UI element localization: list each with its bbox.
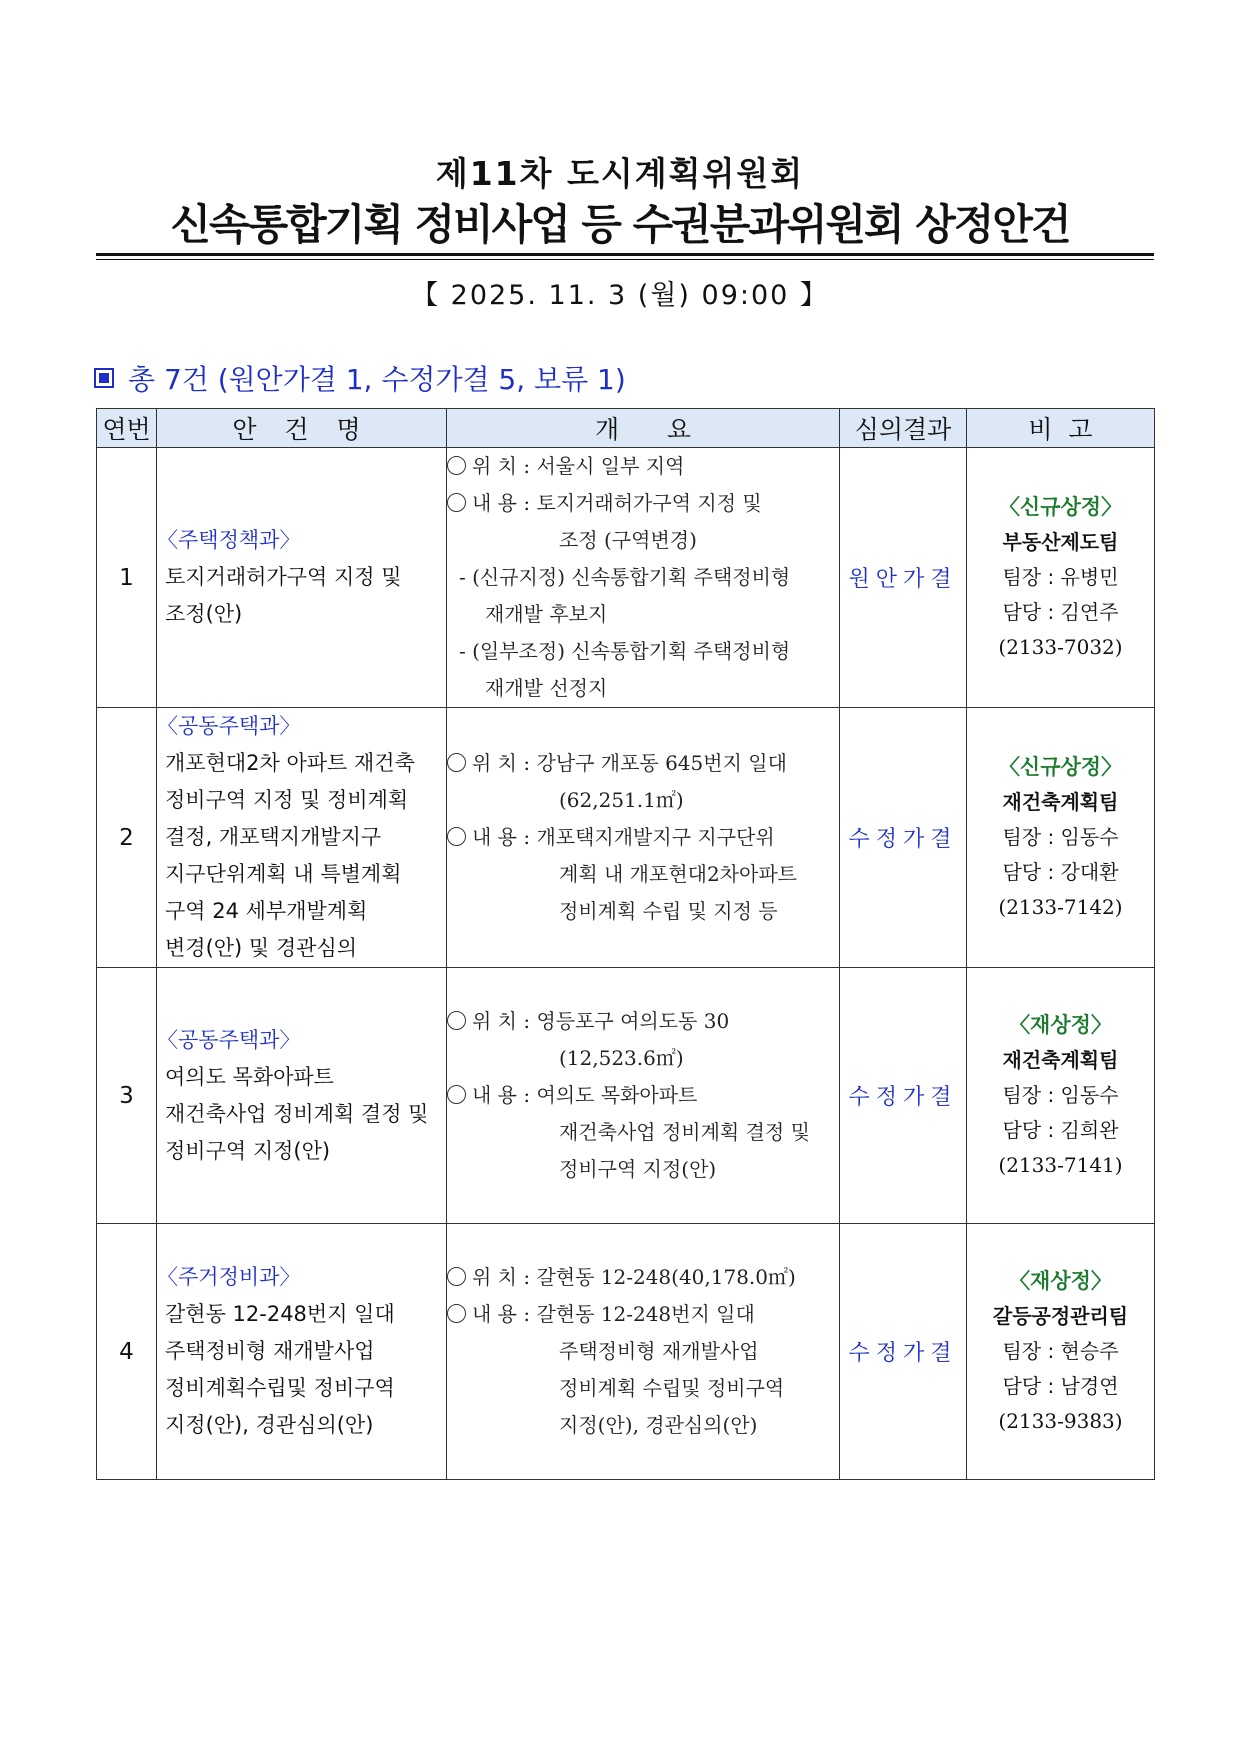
overview-line: (12,523.6㎡) [559,1046,684,1070]
overview-line: 정비계획 수립및 정비구역 [559,1376,785,1400]
staff-contact: 담당 : 김희완 [1002,1118,1119,1142]
overview-text: 위 치 : 서울시 일부 지역 [472,454,685,478]
department-label: 〈공동주택과〉 [157,714,301,738]
row-number: 1 [97,448,157,708]
agenda-title-line: 재건축사업 정비계획 결정 및 [165,1101,429,1126]
overview-text: 내 용 : 갈현동 12-248번지 일대 [472,1302,755,1326]
table-row [97,968,1155,1224]
note-cell [967,968,1155,1224]
overview-text: 위 치 : 영등포구 여의도동 30 [472,1009,730,1033]
overview-text: 위 치 : 갈현동 12-248(40,178.0㎡) [472,1265,796,1289]
overview-line [447,1003,839,1040]
agenda-table [96,408,1155,1480]
overview-line: 재개발 후보지 [485,602,608,626]
overview-line: 정비구역 지정(안) [559,1157,717,1181]
overview-line [447,745,839,782]
status-tag: 〈재상정〉 [1009,1269,1112,1293]
summary-text: 총 7건 (원안가결 1, 수정가결 5, 보류 1) [128,363,626,396]
overview-line: 조정 (구역변경) [559,528,697,552]
agenda-title-line: 정비계획수립및 정비구역 [165,1376,395,1400]
filled-square-icon [94,368,114,388]
result-cell: 원안가결 [840,448,967,708]
overview-line [447,448,839,485]
overview-line [447,1259,839,1296]
circle-bullet-icon [447,1011,466,1030]
overview-cell [447,708,840,968]
status-tag: 〈재상정〉 [1009,1013,1112,1037]
circle-bullet-icon [447,456,466,475]
agenda-title-line: 갈현동 12-248번지 일대 [165,1302,395,1326]
overview-line: 정비계획 수립 및 지정 등 [559,899,778,923]
meeting-date: 【 2025. 11. 3 (월) 09:00 】 [411,280,829,311]
header-note: 비 고 [967,409,1155,448]
agenda-title-line: 개포현대2차 아파트 재건축 [165,751,415,775]
note-cell [967,708,1155,968]
header-no: 연번 [97,409,157,448]
agenda-title-line: 구역 24 세부개발계획 [165,899,368,923]
agenda-title-line: 여의도 목화아파트 [165,1064,334,1089]
phone-number: (2133-7141) [998,1153,1123,1177]
row-number: 3 [97,968,157,1224]
row-number: 4 [97,1224,157,1480]
overview-text: 내 용 : 여의도 목화아파트 [472,1083,698,1107]
agenda-title-line: 정비구역 지정(안) [165,1138,331,1163]
status-tag: 〈신규상정〉 [998,495,1123,519]
status-tag: 〈신규상정〉 [998,755,1123,779]
row-number: 2 [97,708,157,968]
overview-line: 주택정비형 재개발사업 [559,1339,759,1363]
team-name: 부동산제도팀 [1002,530,1119,554]
circle-bullet-icon [447,1085,466,1104]
agenda-title-line: 주택정비형 재개발사업 [165,1339,375,1363]
circle-bullet-icon [447,1304,466,1323]
table-row [97,708,1155,968]
overview-cell [447,1224,840,1480]
overview-line: 지정(안), 경관심의(안) [559,1413,758,1437]
circle-bullet-icon [447,1267,466,1286]
team-leader: 팀장 : 임동수 [1002,1083,1119,1107]
overview-cell [447,448,840,708]
note-cell [967,1224,1155,1480]
staff-contact: 담당 : 강대환 [1002,860,1119,884]
overview-text: 내 용 : 토지거래허가구역 지정 및 [472,491,762,515]
result-cell: 수정가결 [840,708,967,968]
overview-line [447,485,839,522]
agenda-title-cell [157,968,447,1224]
phone-number: (2133-9383) [998,1409,1123,1433]
result-cell: 수정가결 [840,1224,967,1480]
header-result: 심의결과 [840,409,967,448]
result-cell: 수정가결 [840,968,967,1224]
team-leader: 팀장 : 임동수 [1002,825,1119,849]
meeting-title: 제11차 도시계획위원회 [435,154,805,193]
department-label: 〈주택정책과〉 [157,528,301,552]
agenda-title-line: 조정(안) [165,602,243,626]
overview-line: 재건축사업 정비계획 결정 및 [559,1120,810,1144]
overview-cell [447,968,840,1224]
overview-line: 재개발 선정지 [485,676,608,700]
overview-line [447,819,839,856]
staff-contact: 담당 : 남경연 [1002,1374,1119,1398]
overview-text: 내 용 : 개포택지개발지구 지구단위 [472,825,775,849]
team-name: 재건축계획팀 [1002,1048,1119,1072]
team-leader: 팀장 : 유병민 [1002,565,1119,589]
agenda-title-line: 정비구역 지정 및 정비계획 [165,788,409,812]
document-title: 신속통합기획 정비사업 등 수권분과위원회 상정안건 [170,200,1070,249]
overview-line: - (일부조정) 신속통합기획 주택정비형 [459,639,791,663]
table-row [97,448,1155,708]
table-header-row [97,409,1155,448]
header-overview: 개 요 [447,409,840,448]
department-label: 〈공동주택과〉 [157,1027,301,1052]
agenda-title-line: 지정(안), 경관심의(안) [165,1413,374,1437]
agenda-title-line: 토지거래허가구역 지정 및 [165,565,402,589]
circle-bullet-icon [447,493,466,512]
overview-line [447,1077,839,1114]
agenda-title-line: 결정, 개포택지개발지구 [165,825,382,849]
header-title: 안 건 명 [157,409,447,448]
circle-bullet-icon [447,827,466,846]
phone-number: (2133-7032) [998,635,1123,659]
overview-line: 계획 내 개포현대2차아파트 [559,862,797,886]
agenda-title-cell [157,1224,447,1480]
overview-line: - (신규지정) 신속통합기획 주택정비형 [459,565,791,589]
team-name: 갈등공정관리팀 [992,1304,1129,1328]
agenda-title-cell [157,448,447,708]
overview-line: (62,251.1㎡) [559,788,684,812]
team-name: 재건축계획팀 [1002,790,1119,814]
summary-line [94,358,626,398]
department-label: 〈주거정비과〉 [157,1265,301,1289]
overview-line [447,1296,839,1333]
overview-text: 위 치 : 강남구 개포동 645번지 일대 [472,751,787,775]
staff-contact: 담당 : 김연주 [1002,600,1119,624]
table-row [97,1224,1155,1480]
phone-number: (2133-7142) [998,895,1123,919]
title-rule-thin [96,259,1154,260]
note-cell [967,448,1155,708]
title-rule-thick [96,253,1154,256]
agenda-title-cell [157,708,447,968]
agenda-title-line: 지구단위계획 내 특별계획 [165,862,402,886]
team-leader: 팀장 : 현승주 [1002,1339,1119,1363]
circle-bullet-icon [447,753,466,772]
agenda-title-line: 변경(안) 및 경관심의 [165,936,358,960]
